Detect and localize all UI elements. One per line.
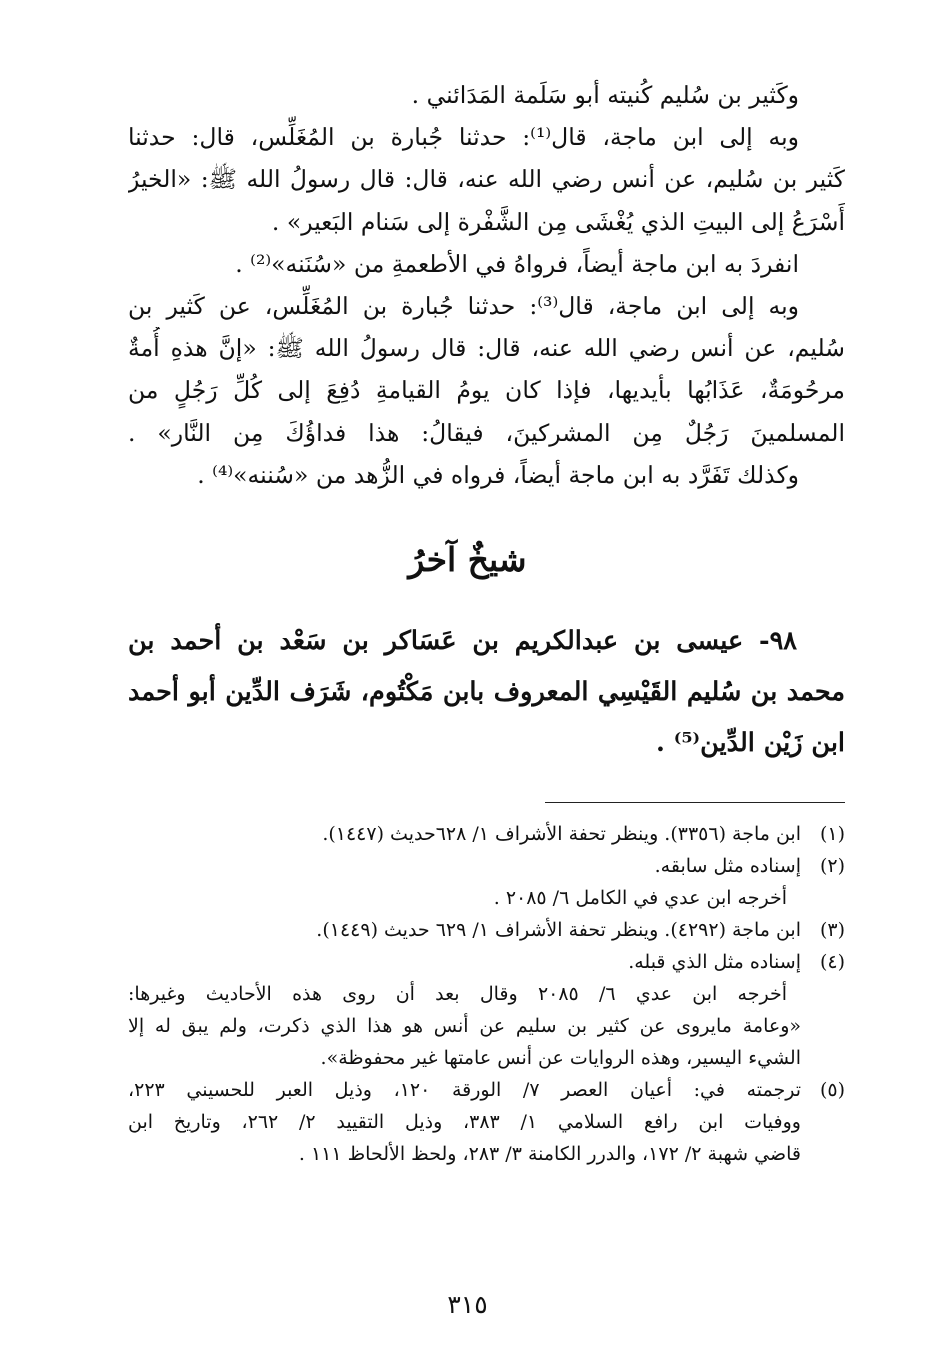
entry-line: ابن زَيْن الدِّين⁽⁵⁾ .: [655, 728, 845, 758]
footnote-5: [128, 1074, 845, 1170]
footnote-number: (٣): [819, 919, 845, 941]
text-line: أَسْرَعُ إلى البيتِ الذي يُغْشَى مِن الشَّفْرة إلى سَنام البَعير» .: [271, 207, 845, 236]
footnote-divider: [545, 802, 845, 803]
main-text: [128, 74, 845, 496]
footnote-line: ابن ماجة (٤٢٩٢). وينظر تحفة الأشراف ١/ ٦٢٩ حديث (١٤٤٩).: [316, 919, 801, 941]
text-line: مرحُومَةٌ، عَذَابُها بأيديها، فإذا كان يومُ القيامةِ دُفِعَ إلى كُلِّ رَجُلٍ من: [128, 376, 845, 405]
page-number: ٣١٥: [447, 1290, 488, 1319]
footnotes: [128, 818, 845, 1170]
footnote-line: ووفيات ابن رافع السلامي ١/ ٣٨٣، وذيل التقييد ٢/ ٢٦٢، وتاريخ ابن: [128, 1111, 801, 1133]
text-line: كَثير بن سُليم، عن أنس رضي الله عنه، قال: قال رسولُ الله ﷺ: «الخيرُ: [128, 165, 845, 194]
footnote-line: أخرجه ابن عدي في الكامل ٦/ ٢٠٨٥ .: [493, 887, 787, 909]
footnote-line: «وعامة مايروى عن كثير بن سليم عن أنس هو هذا الذي ذكرت، ولم يبق له إلا: [128, 1015, 801, 1037]
footnote-1: [128, 818, 845, 850]
footnote-2: [128, 850, 845, 914]
footnote-line: ترجمته في: أعيان العصر ٧/ الورقة ١٢٠، وذيل العبر للحسيني ٢٢٣،: [128, 1079, 801, 1101]
biography-entry: [128, 616, 845, 769]
text-line: انفردَ به ابن ماجة أيضاً، فرواهُ في الأطعمةِ من «سُنَنه»⁽²⁾ .: [235, 249, 799, 278]
text-line: وكذلك تَفَرَّد به ابن ماجة أيضاً، فرواه في الزُّهد من «سُننه»⁽⁴⁾ .: [197, 460, 799, 489]
footnote-number: (٥): [819, 1079, 845, 1101]
text-line: وبه إلى ابن ماجة، قال⁽³⁾: حدثنا جُبارة بن المُغَلِّس، عن كَثير بن: [128, 291, 799, 320]
footnote-number: (٤): [819, 951, 845, 973]
footnote-line: إسناده مثل الذي قبله.: [628, 951, 801, 973]
footnote-line: أخرجه ابن عدي ٦/ ٢٠٨٥ وقال بعد أن روى هذه الأحاديث وغيرها:: [128, 983, 787, 1005]
entry-line: ٩٨- عيسى بن عبدالكريم بن عَسَاكر بن سَعْد بن أحمد بن: [128, 626, 797, 656]
text-line: وكَثير بن سُليم كُنيته أبو سَلَمة المَدَائني .: [411, 81, 799, 109]
footnote-line: إسناده مثل سابقه.: [654, 855, 801, 877]
footnote-number: (١): [819, 823, 845, 845]
section-heading: شيخٌ آخرُ: [408, 540, 527, 579]
text-line: وبه إلى ابن ماجة، قال⁽¹⁾: حدثنا جُبارة بن المُغَلِّس، قال: حدثنا: [128, 123, 799, 152]
footnote-4: [128, 946, 845, 1074]
entry-line: محمد بن سُليم القَيْسِي المعروف بابن مَكْتُوم، شَرَف الدِّين أبو أحمد: [128, 677, 845, 707]
footnote-line: الشيء اليسير، وهذه الروايات عن أنس عامتها غير محفوظة».: [320, 1047, 801, 1069]
footnote-number: (٢): [819, 855, 845, 877]
footnote-3: [128, 914, 845, 946]
text-line: المسلمينَ رَجُلٌ مِن المشركينَ، فيقالُ: هذا فداؤُكَ مِن النَّار» .: [128, 418, 845, 447]
footnote-line: قاضي شهبة ٢/ ١٧٢، والدرر الكامنة ٣/ ٢٨٣، ولحظ الألحاظ ١١١ .: [298, 1143, 801, 1165]
footnote-line: ابن ماجة (٣٣٥٦). وينظر تحفة الأشراف ١/ ٦٢٨حديث (١٤٤٧).: [322, 823, 801, 845]
text-line: سُليم، عن أنس رضي الله عنه، قال: قال رسولُ الله ﷺ: «إنَّ هذهِ أُمةٌ: [128, 334, 845, 363]
